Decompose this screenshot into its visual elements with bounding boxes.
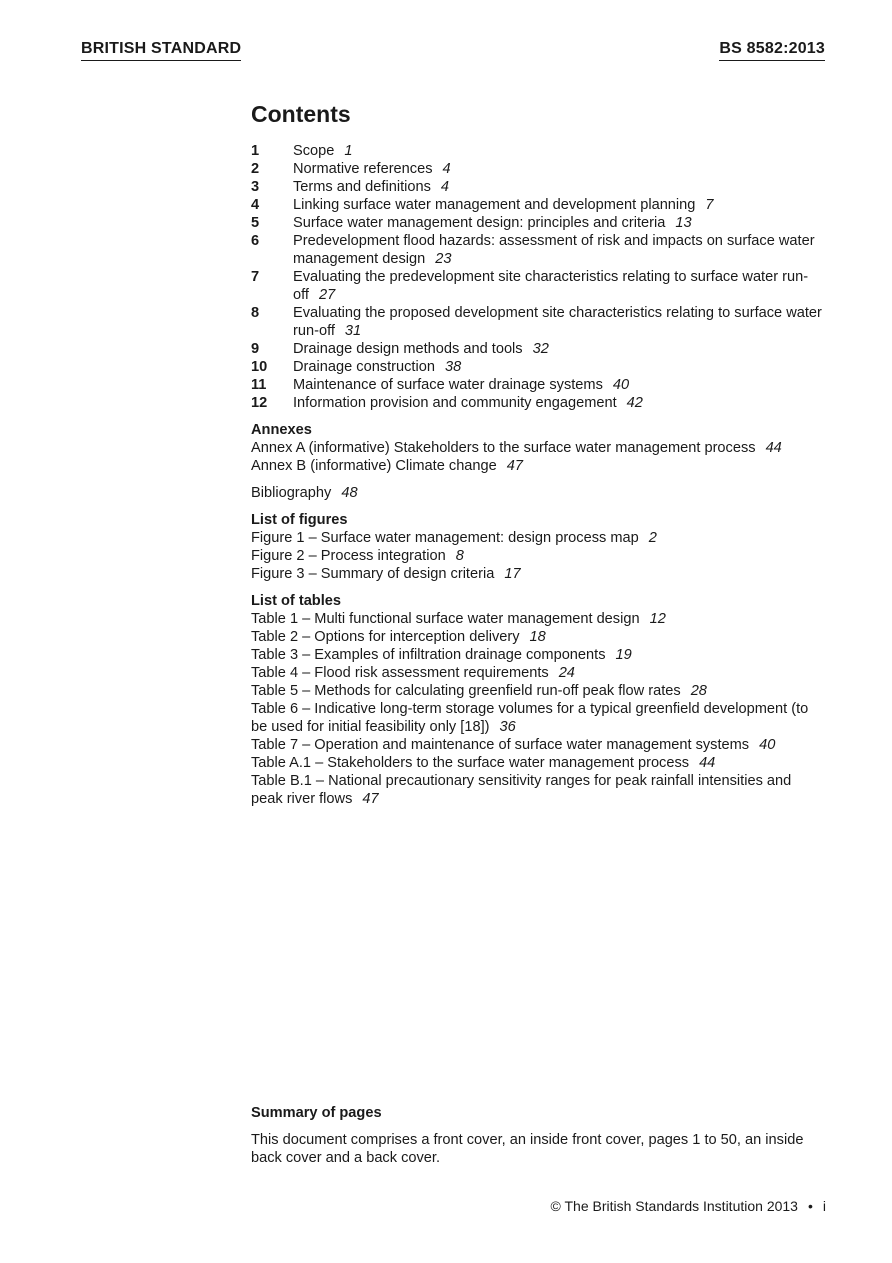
toc-number: 8 <box>251 305 260 321</box>
figure-entry[interactable] <box>251 547 826 565</box>
toc-row[interactable] <box>251 268 826 304</box>
toc-number: 5 <box>251 215 260 231</box>
figure-title: Figure 1 – Surface water management: design process map <box>251 530 639 546</box>
figure-title: Figure 2 – Process integration <box>251 548 446 564</box>
copyright-text: © The British Standards Institution 2013 <box>550 1198 798 1214</box>
table-page: 19 <box>615 647 632 663</box>
page-footer <box>551 1198 826 1214</box>
table-entry[interactable] <box>251 646 826 664</box>
toc-row[interactable] <box>251 142 826 160</box>
toc-page: 27 <box>318 287 336 303</box>
toc-page: 23 <box>435 251 452 267</box>
table-page: 40 <box>759 737 776 753</box>
toc-row[interactable] <box>251 340 826 358</box>
toc-number: 11 <box>251 377 267 393</box>
bibliography-entry[interactable] <box>251 484 826 502</box>
table-entry[interactable] <box>251 610 826 628</box>
summary-text: This document comprises a front cover, an inside front cover, pages 1 to 50, an inside back cover and a back cover. <box>251 1132 804 1166</box>
table-title: Table 3 – Examples of infiltration drainage components <box>251 647 606 663</box>
toc-row[interactable] <box>251 214 826 232</box>
bibliography-title: Bibliography <box>251 485 332 501</box>
table-page: 24 <box>558 665 575 681</box>
table-entry[interactable] <box>251 628 826 646</box>
toc-number: 3 <box>251 179 260 195</box>
annex-page: 47 <box>506 458 524 474</box>
toc-title: Drainage design methods and tools <box>293 341 523 357</box>
table-page: 28 <box>690 683 707 699</box>
toc-page: 40 <box>612 377 630 393</box>
figures-section <box>251 511 826 583</box>
figure-entry[interactable] <box>251 565 826 583</box>
annexes-section <box>251 421 826 475</box>
table-entry[interactable] <box>251 736 826 754</box>
table-page: 12 <box>649 611 666 627</box>
annex-page: 44 <box>765 440 782 456</box>
figure-page: 2 <box>648 530 657 546</box>
toc-title: Evaluating the proposed development site characteristics relating to surface water run-off <box>293 305 822 339</box>
bibliography-section <box>251 484 826 502</box>
summary-section <box>251 1104 826 1167</box>
figures-title: List of figures <box>251 512 348 528</box>
toc-title: Terms and definitions <box>293 179 431 195</box>
toc-title: Drainage construction <box>293 359 435 375</box>
toc-number: 2 <box>251 161 260 177</box>
toc-page: 32 <box>532 341 549 357</box>
annexes-title: Annexes <box>251 422 312 438</box>
table-title: Table B.1 – National precautionary sensitivity ranges for peak rainfall intensities and peak river flows <box>251 773 792 807</box>
tables-section <box>251 592 826 808</box>
contents-title: Contents <box>251 101 351 127</box>
bibliography-page: 48 <box>341 485 358 501</box>
footer-bullet: • <box>807 1198 813 1214</box>
toc-number: 1 <box>251 143 260 159</box>
table-title: Table 6 – Indicative long-term storage volumes for a typical greenfield development (to be used for initial feasibility only [18]) <box>251 701 809 735</box>
toc-row[interactable] <box>251 196 826 214</box>
contents-section <box>251 99 826 808</box>
toc-row[interactable] <box>251 376 826 394</box>
table-page: 18 <box>529 629 546 645</box>
figure-title: Figure 3 – Summary of design criteria <box>251 566 495 582</box>
table-entry[interactable] <box>251 772 826 808</box>
toc-number: 7 <box>251 269 260 285</box>
table-entry[interactable] <box>251 754 826 772</box>
toc-title: Predevelopment flood hazards: assessment of risk and impacts on surface water management design <box>293 233 815 267</box>
toc-title: Maintenance of surface water drainage systems <box>293 377 603 393</box>
toc-row[interactable] <box>251 304 826 340</box>
table-page: 36 <box>499 719 516 735</box>
toc-page: 42 <box>626 395 643 411</box>
toc-page: 4 <box>442 161 451 177</box>
toc-title: Scope <box>293 143 335 159</box>
toc-number: 10 <box>251 359 268 375</box>
toc-title: Normative references <box>293 161 433 177</box>
figure-page: 8 <box>455 548 464 564</box>
header-right: BS 8582:2013 <box>719 40 825 61</box>
toc-row[interactable] <box>251 160 826 178</box>
table-title: Table 5 – Methods for calculating greenfield run-off peak flow rates <box>251 683 681 699</box>
annex-entry[interactable] <box>251 439 826 457</box>
toc-title: Linking surface water management and development planning <box>293 197 696 213</box>
table-entry[interactable] <box>251 700 826 736</box>
toc-number: 6 <box>251 233 260 249</box>
toc-title: Surface water management design: principles and criteria <box>293 215 666 231</box>
table-entry[interactable] <box>251 682 826 700</box>
toc-page: 13 <box>675 215 692 231</box>
table-title: Table 2 – Options for interception delivery <box>251 629 520 645</box>
summary-title: Summary of pages <box>251 1105 382 1121</box>
toc-page: 1 <box>344 143 353 159</box>
toc-number: 9 <box>251 341 260 357</box>
table-page: 47 <box>362 791 379 807</box>
annex-entry[interactable] <box>251 457 826 475</box>
toc-row[interactable] <box>251 178 826 196</box>
annex-title: Annex A (informative) Stakeholders to the surface water management process <box>251 440 756 456</box>
toc-page: 7 <box>705 197 714 213</box>
header-left: BRITISH STANDARD <box>81 40 241 61</box>
toc-row[interactable] <box>251 394 826 412</box>
table-title: Table 7 – Operation and maintenance of surface water management systems <box>251 737 750 753</box>
toc-row[interactable] <box>251 232 826 268</box>
toc-title: Evaluating the predevelopment site characteristics relating to surface water run-off <box>293 269 809 303</box>
toc-page: 38 <box>444 359 462 375</box>
table-title: Table 1 – Multi functional surface water management design <box>251 611 640 627</box>
toc-row[interactable] <box>251 358 826 376</box>
toc-list <box>251 142 826 412</box>
page-number: i <box>822 1198 826 1214</box>
toc-page: 4 <box>440 179 450 195</box>
tables-title: List of tables <box>251 593 342 609</box>
figure-entry[interactable] <box>251 529 826 547</box>
toc-number: 4 <box>251 197 260 213</box>
toc-page: 31 <box>344 323 362 339</box>
table-page: 44 <box>699 755 716 771</box>
figure-page: 17 <box>504 566 521 582</box>
toc-number: 12 <box>251 395 268 411</box>
toc-title: Information provision and community engagement <box>293 395 617 411</box>
table-title: Table A.1 – Stakeholders to the surface water management process <box>251 755 690 771</box>
table-entry[interactable] <box>251 664 826 682</box>
annex-title: Annex B (informative) Climate change <box>251 458 497 474</box>
table-title: Table 4 – Flood risk assessment requirements <box>251 665 549 681</box>
